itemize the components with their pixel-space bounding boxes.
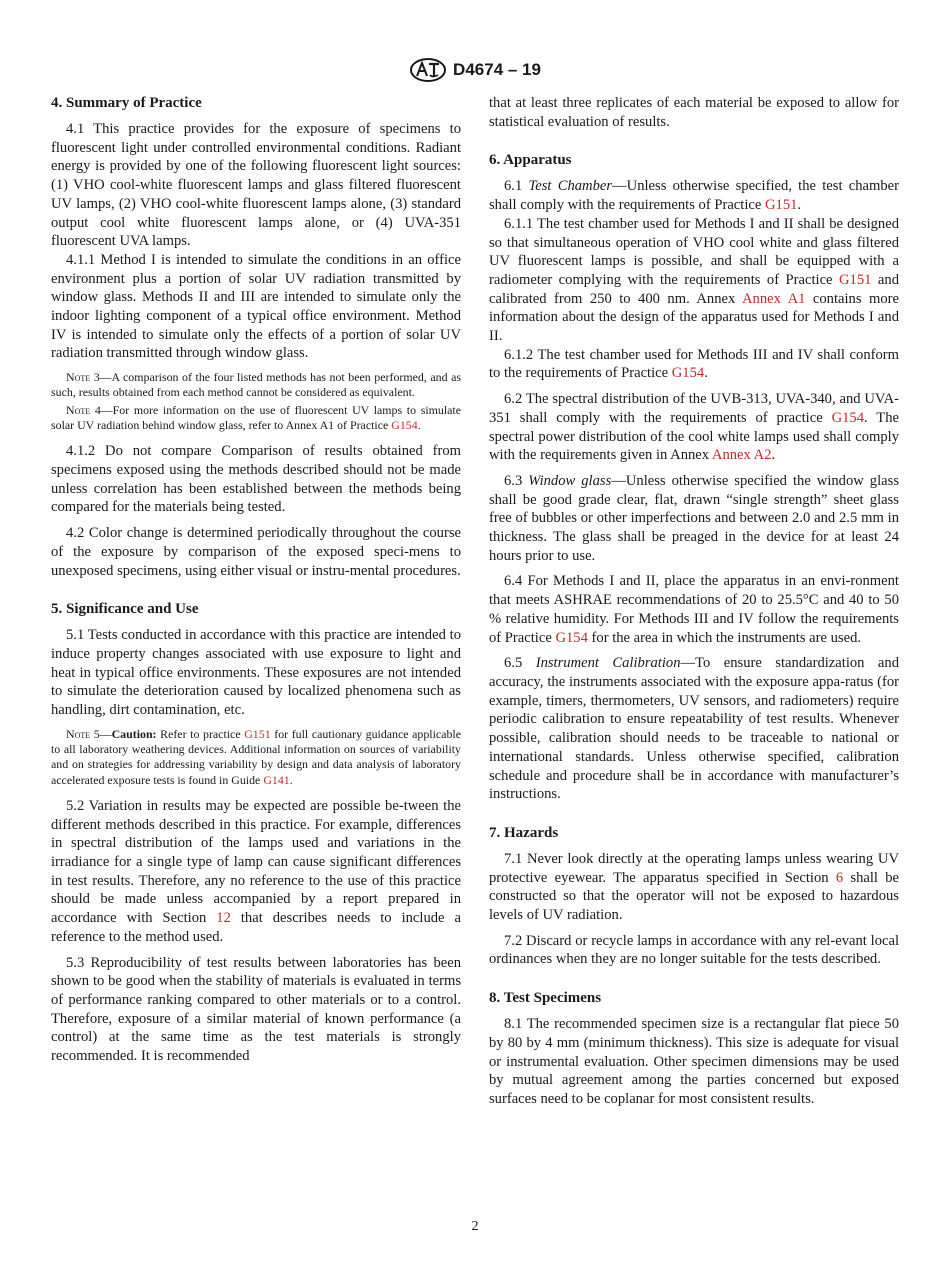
note-3-text: 3—A comparison of the four listed methods has not been performed, and as such, results obtained from each method cannot be considered as equivalent. [51,370,461,400]
paragraph-6-2-text-b: . The spectral power distribution of the cool white lamps used shall comply with the requirements given in Annex [489,409,899,464]
link-annex-a1[interactable]: Annex A1 [741,290,806,307]
paragraph-6-1-num: 6.1 [504,178,529,195]
link-g151[interactable]: G151 [839,271,872,288]
section-8-heading: 8. Test Specimens [489,990,602,1007]
note-5-num: 5— [90,726,112,741]
paragraph-6-4-text-b: for the area in which the instruments are used. [587,629,862,646]
paragraph-6-1-end: . [797,197,802,214]
paragraph-6-1-1-text-a: 6.1.1 The test chamber used for Methods I and II shall be designed so that simultaneous operation of VHO cool white and glass filtered UV fluorescent lamps is possible, and shall be equipped with a radiometer complying with the requirements of Practice [489,215,899,288]
astm-logo-icon [409,57,447,83]
paragraph-4-1: 4.1 This practice provides for the exposure of specimens to fluorescent light under controlled environmental conditions. Radiant energy is provided by one of the following fluorescent light sources: (1) VHO cool-white fluorescent lamps and glass filtered fluorescent UV lamps, (2) VHO cool-white fluorescent lamps alone, (3) standard output cool white fluorescent lamps alone, or (4) UVA-351 fluorescent UVA lamps. [51,121,461,250]
paragraph-6-1-title: Test Chamber [528,178,613,195]
paragraph-6-2-text-a: 6.2 The spectral distribution of the UVB-313, UVA-340, and UVA-351 shall comply with the requirements of practice [489,391,899,426]
paragraph-6-3-text: —Unless otherwise specified the window glass shall be good grade clear, flat, drawn “single strength” sheet glass free of bubbles or other imperfections and between 2.0 and 2.5 mm in thickness. The glass shall be preaged in the device for at least 24 hours prior to use. [489,472,899,564]
right-column [489,94,899,1116]
link-g154[interactable]: G154 [671,365,705,382]
paragraph-6-1 [489,177,899,214]
paragraph-6-4-text-a: 6.4 For Methods I and II, place the apparatus in an envi-ronment that meets ASHRAE recommendations of 20 to 25.5°C and 40 to 50 % relative humidity. For Methods III and IV follow the requirements of Practice [489,573,899,646]
paragraph-6-3-title: Window glass [528,472,612,489]
note-5-text-a: Refer to practice [156,726,245,741]
document-id: D4674 – 19 [453,60,541,79]
link-g141[interactable]: G141 [263,772,290,787]
link-annex-a2[interactable]: Annex A2 [711,447,772,464]
paragraph-5-2 [51,797,461,947]
paragraph-4-1-2: 4.1.2 Do not compare Comparison of results obtained from specimens exposed using the methods described should not be made unless correlation has been established between the methods being compared for the materials being tested. [51,443,461,516]
note-3-label: Note [66,370,91,385]
link-g151[interactable]: G151 [764,197,798,214]
note-4-text: 4—For more information on the use of fluorescent UV lamps to simulate solar UV radiation behind window glass, refer to Annex A1 of Practice [51,402,461,433]
paragraph-6-5-num: 6.5 [504,655,536,672]
section-6-heading: 6. Apparatus [489,152,572,169]
paragraph-5-2-text-b: that describes needs to include a reference to the method used. [51,910,461,945]
paragraph-7-1-text-b: shall be constructed so that the operator will not be exposed to hazardous levels of UV radiation. [489,869,899,924]
note-5 [51,727,461,788]
paragraph-6-1-2 [489,346,899,383]
paragraph-6-2 [489,390,899,465]
paragraph-7-1-text-a: 7.1 Never look directly at the operating lamps unless wearing UV protective eyewear. The apparatus specified in Section [489,850,899,886]
left-column [51,94,461,1073]
section-7-heading: 7. Hazards [489,824,559,841]
note-4-label: Note [66,402,91,417]
paragraph-6-1-1-text-b: and calibrated from 250 to 400 nm. Annex [489,271,899,307]
paragraph-6-1-2-text-a: 6.1.2 The test chamber used for Methods III and IV shall conform to the requirements of Practice [489,346,899,382]
note-5-text-b: for full cautionary guidance applicable to all laboratory weathering devices. Additional information on sources of variability and on strategies for addressing variability by design and data analysis of laboratory accelerated exposure tests is found in Guide [51,726,462,787]
paragraph-6-2-end: . [771,447,776,464]
link-g154[interactable]: G154 [831,409,865,426]
paragraph-6-3 [489,472,899,566]
paragraph-4-1-1: 4.1.1 Method I is intended to simulate the conditions in an office environment plus a portion of solar UV radiation transmitted by window glass. Methods II and III are intended to simulate only the indoor lighting component of a typical office environment. Method IV is intended to simulate only the effects of a portion of solar UV radiation transmitted through window glass. [51,251,461,362]
paragraph-6-1-text: —Unless otherwise specified, the test chamber shall comply with the requirements of Practice [489,178,899,214]
paragraph-6-3-num: 6.3 [504,472,529,489]
paragraph-7-1 [489,850,899,925]
paragraph-8-1: 8.1 The recommended specimen size is a rectangular flat piece 50 by 80 by 4 mm (minimum thickness). This size is adequate for visual or instrumental evaluation. Other specimen dimensions may be used by mutual agreement among the parties concerned but exposed surfaces need to be coplanar for most consistent results. [489,1016,899,1107]
paragraph-6-5-title: Instrument Calibration [535,655,681,672]
paragraph-6-1-1-text-c: contains more information about the design of the apparatus used for Methods I and II. [489,290,899,345]
page-header [0,56,950,84]
note-5-label: Note [66,726,91,741]
paragraph-6-5 [489,654,899,804]
paragraph-5-2-text-a: 5.2 Variation in results may be expected are possible be-tween the different methods described in this practice. For example, differences in spectral distribution of the lamps used and variations in the irradiance for a single type of lamp can cause significant differences in test results. Therefore, any no reference to the use of this practice should be made unless accompanied by a report prepared in accordance with Section [51,797,461,927]
paragraph-5-1: 5.1 Tests conducted in accordance with this practice are intended to induce property changes associated with use exposure to light and heat in typical office environments. These exposures are not intended to simulate the deterioration caused by localized phenomena such as handling, dirt contamination, etc. [51,627,461,719]
paragraph-4-2: 4.2 Color change is determined periodically throughout the course of the exposure by comparison of the exposed speci-mens to unexposed specimens, using either visual or instru-mental procedures. [51,525,461,579]
paragraph-6-1-1 [489,215,899,346]
section-5-heading: 5. Significance and Use [51,601,199,618]
link-g154[interactable]: G154 [391,418,418,433]
page-number: 2 [471,1219,479,1234]
note-4 [51,403,461,434]
note-3 [51,370,461,401]
paragraph-6-1-2-end: . [704,365,708,382]
link-g151[interactable]: G151 [244,726,271,741]
paragraph-6-4 [489,572,899,647]
note-4-end: . [417,418,421,433]
paragraph-7-2: 7.2 Discard or recycle lamps in accordance with any rel-evant local ordinances when they are no longer suitable for the tests described. [489,932,899,968]
note-5-text-c: . [289,772,293,787]
link-section-6[interactable]: 6 [835,869,844,886]
link-section-12[interactable]: 12 [216,910,231,927]
paragraph-5-3: 5.3 Reproducibility of test results between laboratories has been shown to be good when the stability of materials is evaluated in terms of performance ranking compared to other materials or to a control. Therefore, exposure of a similar material of known performance (a control) at the same time as the test materials is strongly recommended. It is recommended [51,954,461,1065]
link-g154[interactable]: G154 [555,629,588,646]
paragraph-5-3-continued: that at least three replicates of each material be exposed to allow for statistical evaluation of results. [489,95,899,130]
paragraph-6-5-text: —To ensure standardization and accuracy, the instruments associated with the exposure appa-ratus (for example, timers, thermometers, UV sensors, and radiometers) require periodic calibration to ensure repeatability of test results. Whenever possible, calibration should needs to be traceable to national or international standards. Unless otherwise specified, calibration schedule and procedure shall be in accordance with manufacturer’s instructions. [489,655,899,803]
note-5-caution: Caution: [111,726,157,741]
section-4-heading: 4. Summary of Practice [51,95,202,111]
